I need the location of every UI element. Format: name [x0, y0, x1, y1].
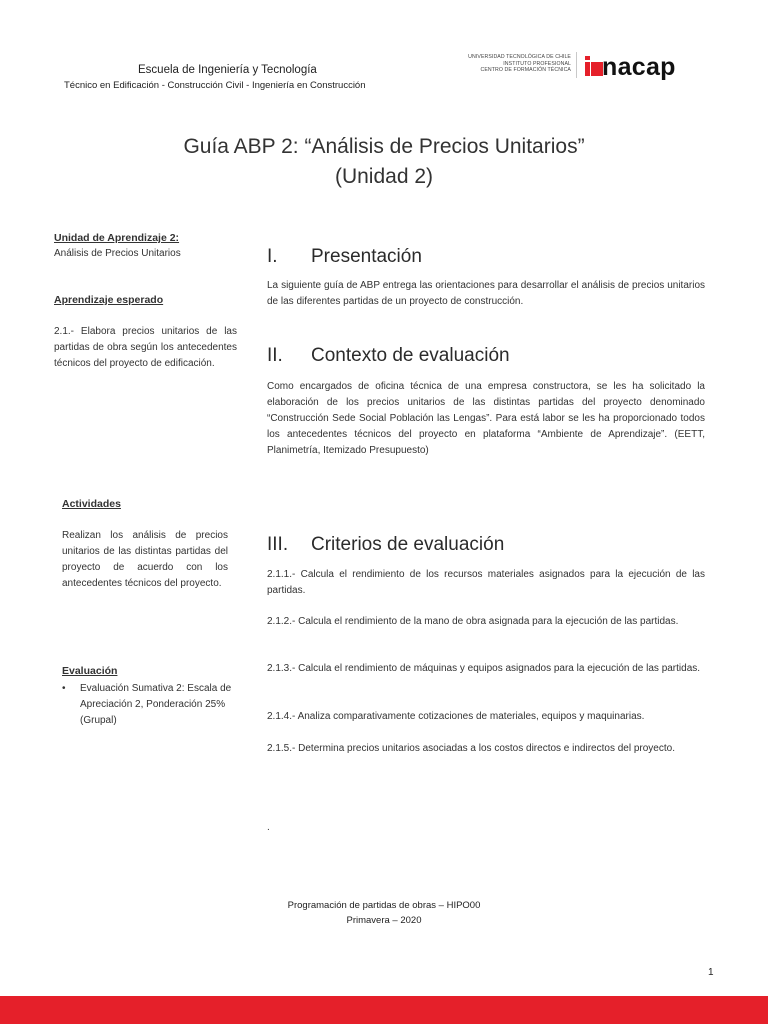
bottom-brand-bar: [0, 996, 768, 1024]
criteria-item: 2.1.1.- Calcula el rendimiento de los recursos materiales asignados para la ejecución de las partidas.: [267, 569, 705, 596]
unit-name: Análisis de Precios Unitarios: [54, 248, 181, 259]
program-list: Técnico en Edificación - Construcción Civil - Ingeniería en Construcción: [64, 80, 366, 91]
footer-course: Programación de partidas de obras – HIPO00: [287, 900, 481, 911]
logo-divider: [576, 52, 577, 78]
expected-learning-text: 2.1.- Elabora precios unitarios de las partidas de obra según los antecedentes técnicos del proyecto de edificación.: [54, 326, 237, 369]
section-title: Contexto de evaluación: [311, 345, 510, 366]
section-number: II.: [267, 345, 283, 366]
section-number: III.: [267, 534, 289, 555]
criteria-item: 2.1.3.- Calcula el rendimiento de máquinas y equipos asignados para la ejecución de las partidas.: [267, 663, 701, 674]
criteria-item: 2.1.2.- Calcula el rendimiento de la mano de obra asignada para la ejecución de las partidas.: [267, 616, 679, 627]
section-number: I.: [267, 246, 278, 267]
evaluation-list: [60, 681, 240, 729]
section-heading-criteria: [267, 534, 504, 556]
section-heading-context: [267, 345, 510, 367]
inacap-logo-mark-icon: [584, 55, 604, 77]
activities-heading: Actividades: [62, 498, 121, 510]
document-subtitle: (Unidad 2): [334, 165, 434, 188]
section-title: Criterios de evaluación: [311, 534, 505, 555]
logo-line: INSTITUTO PROFESIONAL: [503, 60, 571, 67]
criteria-item: 2.1.5.- Determina precios unitarios asociadas a los costos directos e indirectos del proyecto.: [267, 743, 675, 754]
section-heading-presentation: [267, 246, 422, 268]
logo-wordmark: nacap: [602, 53, 676, 81]
activities-text: Realizan los análisis de precios unitarios de las distintas partidas del proyecto de acuerdo con los antecedentes técnicos del proyecto.: [62, 530, 228, 589]
presentation-text: La siguiente guía de ABP entrega las orientaciones para desarrollar el análisis de precios unitarios de las diferentes partidas de un proyecto de construcción.: [267, 280, 705, 307]
document-title: Guía ABP 2: “Análisis de Precios Unitarios”: [183, 135, 585, 158]
evaluation-heading: Evaluación: [62, 665, 118, 677]
logo-line: UNIVERSIDAD TECNOLÓGICA DE CHILE: [468, 54, 571, 60]
school-name: Escuela de Ingeniería y Tecnología: [138, 64, 317, 76]
logo-line: CENTRO DE FORMACIÓN TÉCNICA: [480, 67, 571, 74]
footer-term: Primavera – 2020: [346, 915, 422, 926]
list-item: [60, 681, 240, 729]
criteria-item: 2.1.4.- Analiza comparativamente cotizaciones de materiales, equipos y maquinarias.: [267, 711, 645, 722]
expected-learning-heading: Aprendizaje esperado: [54, 294, 164, 306]
evaluation-item-text: Evaluación Sumativa 2: Escala de Apreciación 2, Ponderación 25% (Grupal): [80, 683, 232, 726]
logo-institution-lines: [456, 54, 571, 74]
bullet-icon: •: [62, 683, 66, 694]
context-text: Como encargados de oficina técnica de una empresa constructora, se les ha solicitado la elaboración de los precios unitarios de las distintas partidas del proyecto denominado “Construcción Sede Social Población las Lengas”. Para está labor se les ha proporcionado todos los antecedentes técnicos del proyecto en plataforma “Ambiente de Aprendizaje”. (EETT, Planimetría, Itemizado Presupuesto): [267, 381, 705, 456]
section-title: Presentación: [311, 246, 422, 267]
trailing-mark: .: [267, 822, 270, 833]
page-number: 1: [708, 967, 714, 978]
unit-heading: Unidad de Aprendizaje 2:: [54, 232, 180, 244]
